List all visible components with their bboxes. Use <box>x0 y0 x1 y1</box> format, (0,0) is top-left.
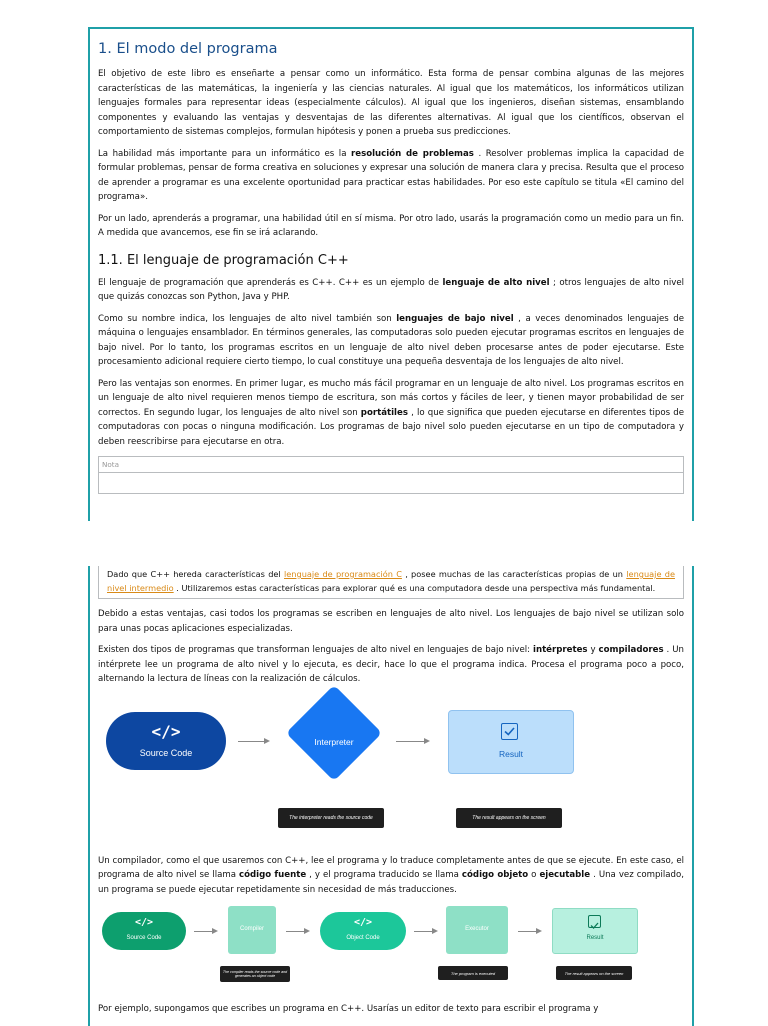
interpreter-caption: The interpreter reads the source code <box>278 808 384 828</box>
paragraph: Debido a estas ventajas, casi todos los programas se escriben en lenguajes de alto nivel. Los lenguajes de bajo nivel se utilizan solo para unas pocas aplicaciones especializadas. <box>98 609 684 634</box>
arrow-head-icon <box>424 738 430 744</box>
interpreter-node <box>286 684 382 780</box>
arrow <box>396 741 426 742</box>
subsection-title: 1.1. El lenguaje de programación C++ <box>98 252 349 268</box>
object-code-node <box>320 912 406 950</box>
result-caption: The result appears on the screen <box>556 966 632 980</box>
note-box-continued <box>98 566 684 599</box>
executor-caption: The program is executed <box>438 966 508 980</box>
object-code-label: Object Code <box>346 935 380 941</box>
code-icon: </> <box>134 917 154 928</box>
compiler-caption: The compiler reads the source code and generates an object code <box>220 966 290 982</box>
executor-node <box>446 906 508 954</box>
arrow-head-icon <box>432 928 438 934</box>
arrow-head-icon <box>304 928 310 934</box>
term-bold: portátiles <box>360 407 408 418</box>
link-c-language[interactable]: lenguaje de programación C <box>284 569 402 579</box>
source-code-node <box>102 912 186 950</box>
compiler-node <box>228 906 276 954</box>
result-label: Result <box>498 748 524 759</box>
arrow-head-icon <box>212 928 218 934</box>
page-1 <box>88 27 694 521</box>
arrow-head-icon <box>536 928 542 934</box>
paragraph: Como su nombre indica, los lenguajes de alto nivel también son lenguajes de bajo nivel , a veces denominados lenguajes de máquina o lenguajes ensamblador. En términos generales, las computadoras solo pueden ejecutar programas escritos en lenguajes de bajo nivel. Por lo tanto, los programas escritos en un lenguaje de alto nivel deben procesarse antes de poder ejecutarse. Este procesamiento adicional requiere cierto tiempo, lo cual constituye una pequeña desventaja de los lenguajes de alto nivel. <box>98 313 684 367</box>
arrow <box>194 931 214 932</box>
paragraph: Un compilador, como el que usaremos con C++, lee el programa y lo traduce completamente antes de que se ejecute. En este caso, el programa de alto nivel se llama código fuente , y el programa traducido se llama código objeto o ejecutable . Una vez compilado, un programa se puede ejecutar repetidamente sin necesidad de más traducciones. <box>98 855 684 895</box>
term-bold: ejecutable <box>539 870 591 880</box>
source-code-label: Source Code <box>126 935 162 941</box>
compiler-label: Compiler <box>239 926 264 932</box>
term-bold: intérpretes <box>533 645 588 655</box>
source-code-label: Source Code <box>139 747 193 758</box>
arrow <box>414 931 434 932</box>
page-2 <box>88 566 694 1026</box>
note-body <box>99 473 683 493</box>
paragraph: Pero las ventajas son enormes. En primer lugar, es mucho más fácil programar en un lenguaje de alto nivel. Los programas escritos en un lenguaje de alto nivel requieren menos tiempo de escritura, son más cortos y fáciles de leer, y tienen mayor probabilidad de ser correctos. En segundo lugar, los lenguajes de alto nivel son portátiles , lo que significa que pueden ejecutarse en diferentes tipos de computadoras con pocas o ninguna modificación. Los programas de bajo nivel solo pueden ejecutarse en un tipo de computadora y deben reescribirse para ejecutarse en otra. <box>98 378 684 447</box>
code-icon: </> <box>151 721 181 741</box>
result-label: Result <box>586 935 604 941</box>
arrow <box>518 931 538 932</box>
executor-label: Executor <box>465 926 489 932</box>
note-text: Dado que C++ hereda características del lenguaje de programación C , posee muchas de las características propias de un lenguaje de nivel intermedio . Utilizaremos estas características para explorar qué es una computadora desde una perspectiva más fundamental. <box>107 569 675 593</box>
interpreter-diagram <box>98 694 684 844</box>
term-bold: compiladores <box>598 645 664 655</box>
note-title: Nota <box>99 457 683 473</box>
code-icon: </> <box>353 917 373 928</box>
term-bold: resolución de problemas <box>351 148 474 159</box>
arrow-head-icon <box>264 738 270 744</box>
arrow <box>238 741 266 742</box>
checkbox-icon <box>501 723 518 740</box>
link-intermediate-language[interactable]: lenguaje de nivel intermedio <box>107 569 675 593</box>
paragraph: Por un lado, aprenderás a programar, una habilidad útil en sí misma. Por otro lado, usarás la programación como un medio para un fin. A medida que avancemos, ese fin se irá aclarando. <box>98 213 684 238</box>
result-node <box>448 710 574 774</box>
term-bold: código objeto <box>461 870 529 880</box>
term-bold: lenguajes de bajo nivel <box>396 313 514 324</box>
paragraph: El objetivo de este libro es enseñarte a pensar como un informático. Esta forma de pensar combina algunas de las mejores características de las matemáticas, la ingeniería y las ciencias naturales. Al igual que los matemáticos, los informáticos utilizan lenguajes formales para representar ideas (especialmente cálculos). Al igual que los ingenieros, diseñan sistemas, ensamblando componentes y evaluando las ventajas y desventajas de las diferentes alternativas. Al igual que los científicos, observan el comportamiento de sistemas complejos, formulan hipótesis y ponen a prueba sus predicciones. <box>98 69 684 137</box>
paragraph: Existen dos tipos de programas que transforman lenguajes de alto nivel en lenguajes de bajo nivel: intérpretes y compiladores . Un intérprete lee un programa de alto nivel y lo ejecuta, es decir, hace lo que el programa indica. Procesa el programa poco a poco, alternando la lectura de líneas con la realización de cálculos. <box>98 645 684 684</box>
paragraph: La habilidad más importante para un informático es la resolución de problemas . Resolver problemas implica la capacidad de formular problemas, pensar de forma creativa en soluciones y expresar una solución de manera clara y precisa. Resulta que el proceso de aprender a programar es una excelente oportunidad para practicar estas habilidades. Por eso este capítulo se titula «El camino del programa». <box>98 148 685 202</box>
result-node <box>552 908 638 954</box>
arrow <box>286 931 306 932</box>
compiler-diagram <box>98 904 684 996</box>
note-box <box>98 456 684 494</box>
term-bold: código fuente <box>239 870 307 880</box>
checkbox-icon <box>588 915 601 928</box>
term-bold: lenguaje de alto nivel <box>442 277 550 288</box>
source-code-node <box>106 712 226 770</box>
interpreter-label: Interpreter <box>314 736 354 747</box>
result-caption: The result appears on the screen <box>456 808 562 828</box>
section-title: 1. El modo del programa <box>98 41 278 57</box>
paragraph: Por ejemplo, supongamos que escribes un programa en C++. Usarías un editor de texto para escribir el programa y <box>98 1004 599 1014</box>
paragraph: El lenguaje de programación que aprenderás es C++. C++ es un ejemplo de lenguaje de alto nivel ; otros lenguajes de alto nivel que quizás conozcas son Python, Java y PHP. <box>98 277 684 302</box>
